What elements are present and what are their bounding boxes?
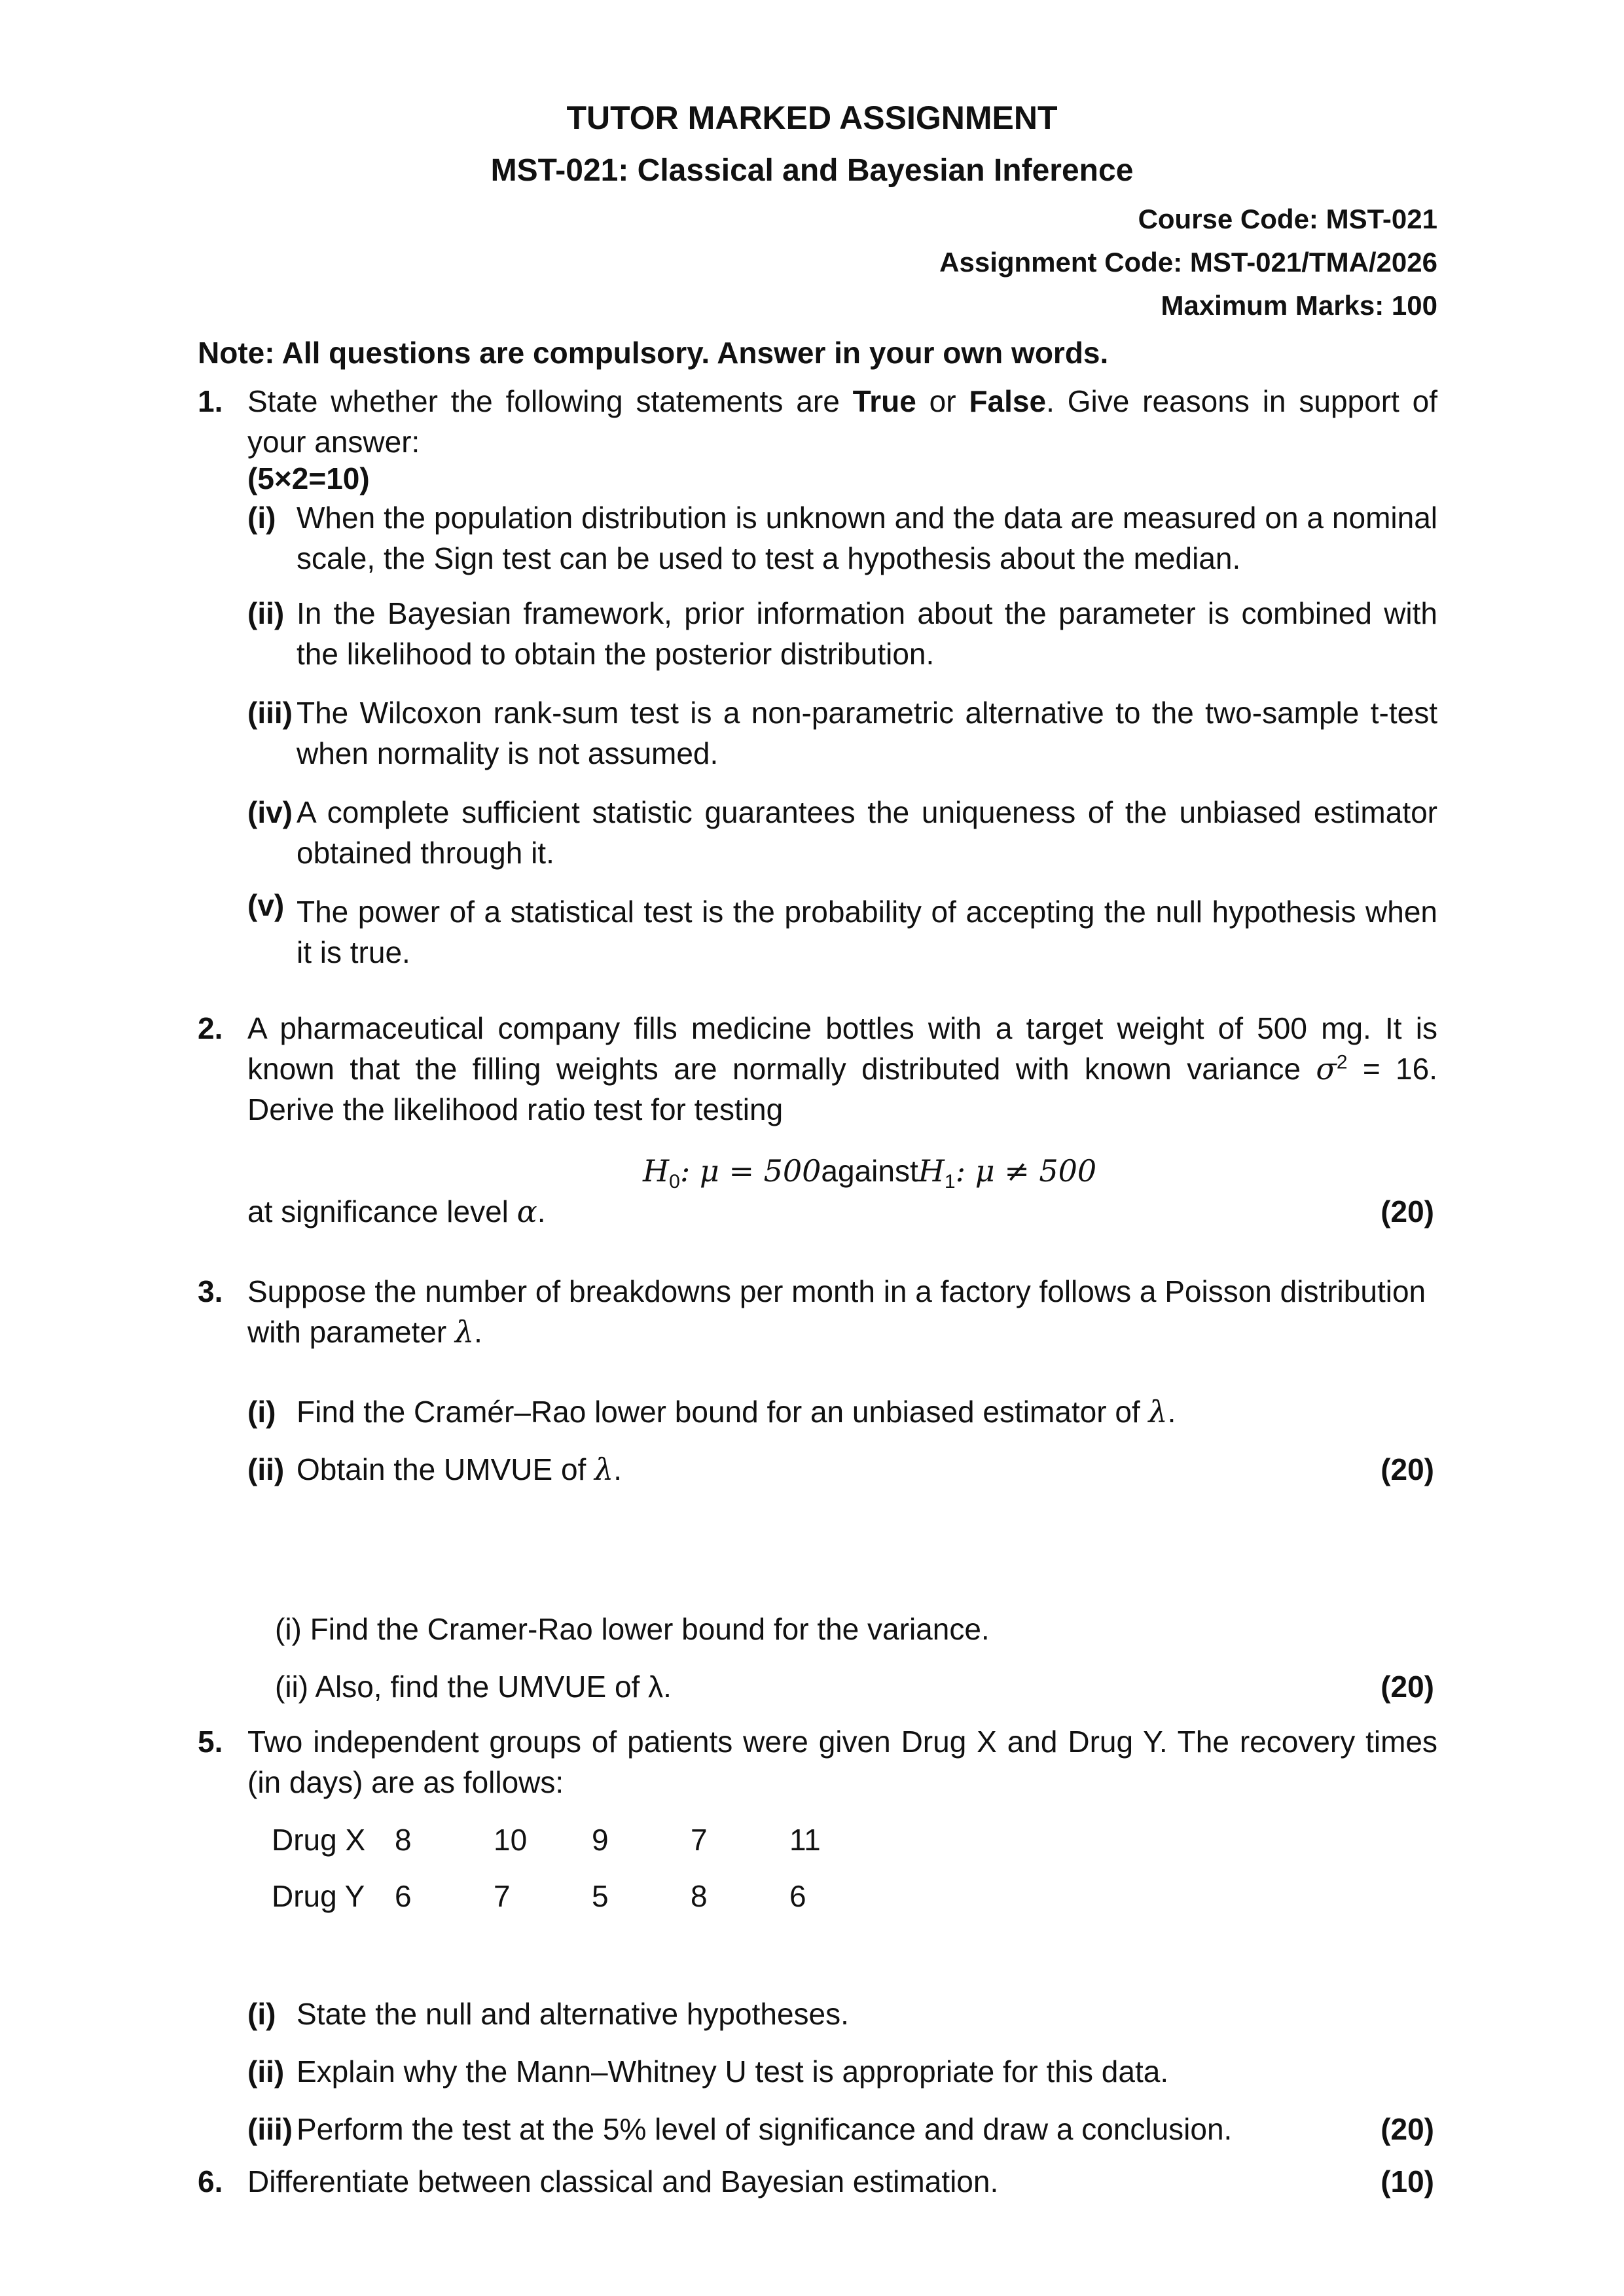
hypothesis-formula: $H_0$: μ = 500againstH$_1$: μ ≠ 500 [643,1153,1097,1193]
question-number: 5. [198,1725,223,1759]
table-row-label: Drug X [272,1823,366,1857]
table-cell: 7 [494,1879,511,1913]
item-label: (iii) [247,696,293,730]
question-2-text: A pharmaceutical company fills medicine bottles with a target weight of 500 mg. It is known that the filling weights are normally distributed with known variance $\sigma^2 = 16$. Derive the likelihood ratio test for testing [247,1011,1437,1126]
item-label: (i) [247,1997,276,2031]
question-marks: (5×2=10) [247,461,370,495]
page-title: TUTOR MARKED ASSIGNMENT [566,99,1058,136]
table-cell: 8 [691,1879,708,1913]
table-cell: 6 [789,1879,806,1913]
question-number: 3. [198,1274,223,1308]
assignment-code: Assignment Code: MST-021/TMA/2026 [939,247,1437,278]
table-cell: 6 [395,1879,412,1913]
question-6-text: Differentiate between classical and Bayesian estimation. [247,2164,999,2198]
item-text: In the Bayesian framework, prior information about the parameter is combined with the likelihood to obtain the posterior distribution. [297,596,1437,671]
course-code: Course Code: MST-021 [1138,204,1437,234]
page-subtitle: MST-021: Classical and Bayesian Inference [490,153,1134,188]
item-text: The power of a statistical test is the probability of accepting the null hypothesis when it is true. [297,895,1437,969]
question-number: 2. [198,1011,223,1045]
table-cell: 7 [691,1823,708,1857]
item-label: (ii) [247,2054,285,2089]
table-row-label: Drug Y [272,1879,365,1913]
item-text: (i) Find the Cramer-Rao lower bound for the variance. [275,1612,990,1646]
item-text: When the population distribution is unknown and the data are measured on a nominal scale, the Sign test can be used to test a hypothesis about the median. [297,501,1437,575]
item-text: Perform the test at the 5% level of significance and draw a conclusion. [297,2112,1233,2146]
question-number: 6. [198,2164,223,2198]
question-marks: (20) [1380,1670,1434,1704]
table-cell: 5 [592,1879,609,1913]
instructions-note: Note: All questions are compulsory. Answer in your own words. [198,336,1109,370]
question-number: 1. [198,384,223,418]
item-label: (i) [247,501,276,535]
item-text: A complete sufficient statistic guarantees the uniqueness of the unbiased estimator obtained through it. [297,795,1437,870]
question-5-text: Two independent groups of patients were given Drug X and Drug Y. The recovery times (in days) are as follows: [247,1725,1437,1799]
item-label: (ii) [247,596,285,630]
significance-line: at significance level α. [247,1194,546,1229]
item-label: (ii) [247,1452,285,1486]
question-marks: (10) [1380,2164,1434,2198]
maximum-marks: Maximum Marks: 100 [1161,290,1437,321]
item-text: Explain why the Mann–Whitney U test is appropriate for this data. [297,2054,1169,2089]
item-label: (v) [247,888,285,922]
item-text: Obtain the UMVUE of λ. [297,1452,623,1487]
item-label: (iii) [247,2112,293,2146]
item-text: State the null and alternative hypotheses. [297,1997,849,2031]
item-text: (ii) Also, find the UMVUE of λ. [275,1670,672,1704]
item-text: The Wilcoxon rank-sum test is a non-parametric alternative to the two-sample t-test when normality is not assumed. [297,696,1437,770]
table-cell: 10 [494,1823,528,1857]
table-cell: 11 [789,1823,821,1857]
question-marks: (20) [1380,2112,1434,2146]
item-label: (i) [247,1395,276,1429]
item-label: (iv) [247,795,293,829]
table-cell: 8 [395,1823,412,1857]
question-1-text: State whether the following statements are True or False. Give reasons in support of your answer: [247,384,1438,459]
item-text: Find the Cramér–Rao lower bound for an unbiased estimator of λ. [297,1394,1176,1429]
question-3-text: Suppose the number of breakdowns per month in a factory follows a Poisson distribution with parameter λ. [247,1274,1426,1350]
table-cell: 9 [592,1823,609,1857]
question-marks: (20) [1380,1452,1434,1486]
question-marks: (20) [1380,1194,1434,1229]
